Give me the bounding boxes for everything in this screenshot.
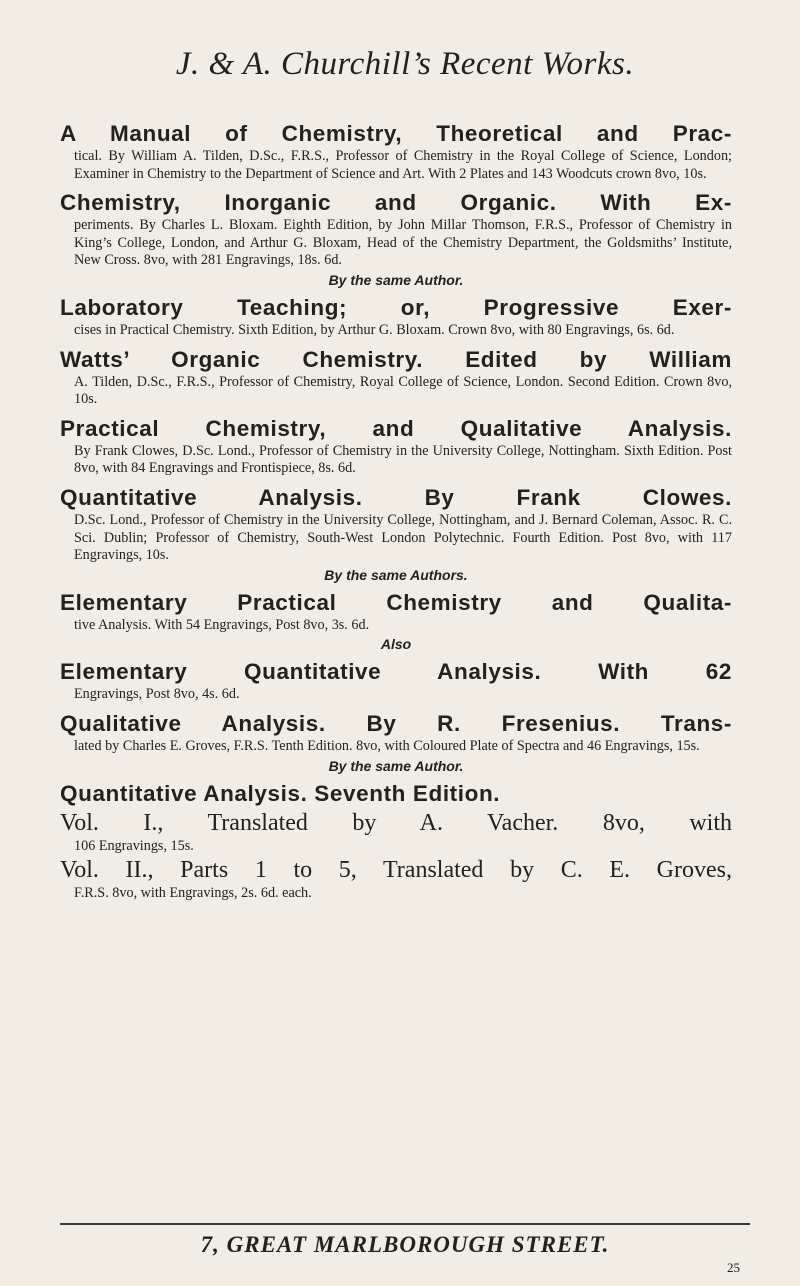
book-title: Elementary Quantitative Analysis. With 62 — [60, 659, 732, 685]
book-title: Qualitative Analysis. By R. Fresenius. Trans- — [60, 710, 732, 736]
book-description: tive Analysis. With 54 Engravings, Post 8vo, 3s. 6d. — [74, 616, 370, 633]
publisher-address: 7, GREAT MARLBOROUGH STREET. — [200, 1232, 610, 1257]
book-entry — [60, 589, 732, 653]
book-description: cises in Practical Chemistry. Sixth Edition, by Arthur G. Bloxam. Crown 8vo, with 80 Engravings, 6s. 6d. — [74, 321, 675, 338]
book-description: lated by Charles E. Groves, F.R.S. Tenth Edition. 8vo, with Coloured Plate of Spectra and 46 Engravings, 15s. — [74, 737, 700, 754]
book-title: Quantitative Analysis. By Frank Clowes. — [60, 484, 732, 510]
volume-heading: Vol. II., Parts 1 to 5, Translated by C. E. Groves, — [60, 857, 732, 884]
author-note: By the same Author. — [328, 271, 464, 288]
book-entry — [60, 658, 732, 704]
author-note: By the same Authors. — [324, 566, 468, 583]
book-entry — [60, 294, 732, 340]
page-header: J. & A. Churchill’s Recent Works. — [175, 46, 635, 82]
author-note: By the same Author. — [328, 757, 464, 774]
volume-description: F.R.S. 8vo, with Engravings, 2s. 6d. each. — [74, 885, 312, 902]
book-description: D.Sc. Lond., Professor of Chemistry in the University College, Nottingham, and J. Bernard Coleman, Assoc. R. C. Sci. Dublin; Professor of Chemistry, South-West London Polytechnic. Fourth Edition. Post 8vo, with 117 Engravings, 10s. — [74, 511, 732, 564]
page-number: 25 — [727, 1260, 740, 1275]
book-description: Engravings, Post 8vo, 4s. 6d. — [74, 686, 240, 703]
book-title: A Manual of Chemistry, Theoretical and Prac- — [60, 121, 732, 146]
book-title: Watts’ Organic Chemistry. Edited by William — [60, 346, 732, 372]
book-description: tical. By William A. Tilden, D.Sc., F.R.S., Professor of Chemistry in the Royal College of Science, London; Examiner in Chemistry to the Department of Science and Art. With 2 Plates and 143 Woodcuts crown 8vo, 10s. — [74, 148, 732, 182]
book-description: periments. By Charles L. Bloxam. Eighth Edition, by John Millar Thomson, F.R.S., Professor of Chemistry in King’s College, London, and Arthur G. Bloxam, Head of the Chemistry Department, the Goldsmiths’ Institute, New Cross. 8vo, with 281 Engravings, 18s. 6d. — [74, 217, 732, 269]
book-list — [60, 120, 732, 909]
book-title: Elementary Practical Chemistry and Qualita- — [60, 589, 732, 615]
book-entry-quantitative — [60, 780, 732, 903]
author-note: Also — [380, 636, 412, 653]
book-description: A. Tilden, D.Sc., F.R.S., Professor of Chemistry, Royal College of Science, London. Second Edition. Crown 8vo, 10s. — [74, 373, 732, 408]
book-title: Laboratory Teaching; or, Progressive Exer- — [60, 294, 732, 320]
book-entry — [60, 710, 732, 774]
book-title: Quantitative Analysis. Seventh Edition. — [60, 780, 501, 806]
volume-description: 106 Engravings, 15s. — [74, 837, 194, 854]
book-entry — [60, 346, 732, 409]
book-entry — [60, 415, 732, 478]
footer-rule — [60, 1223, 750, 1225]
volume-heading: Vol. I., Translated by A. Vacher. 8vo, with — [60, 809, 732, 836]
book-title: Chemistry, Inorganic and Organic. With Ex- — [60, 190, 732, 216]
book-entry — [60, 189, 732, 288]
book-entry — [60, 120, 732, 183]
book-title: Practical Chemistry, and Qualitative Analysis. — [60, 415, 732, 441]
book-entry — [60, 484, 732, 583]
book-description: By Frank Clowes, D.Sc. Lond., Professor of Chemistry in the University College, Nottingham. Sixth Edition. Post 8vo, with 84 Engravings and Frontispiece, 8s. 6d. — [74, 442, 732, 477]
